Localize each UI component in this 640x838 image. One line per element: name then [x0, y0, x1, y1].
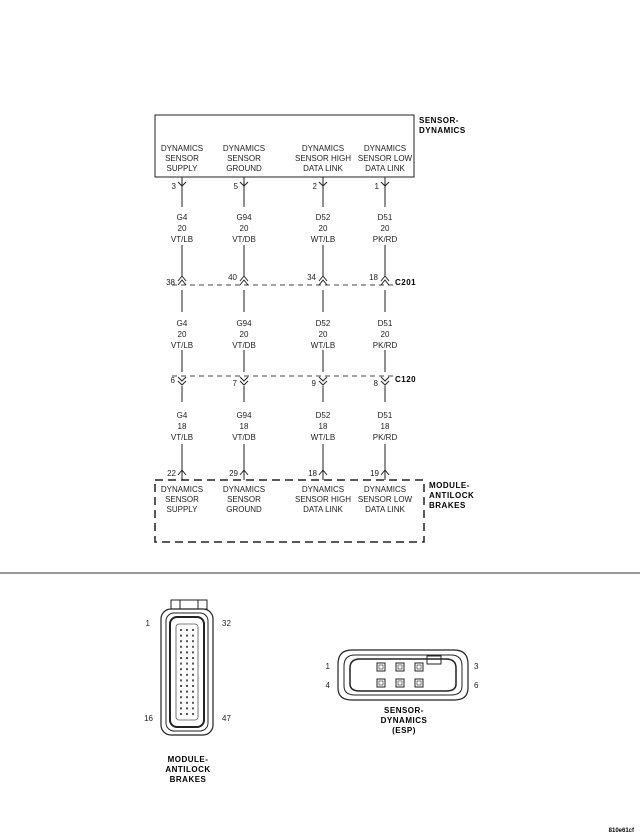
- esp-body-outer: [338, 650, 468, 700]
- sensor-pin-labels: [161, 144, 413, 173]
- abs-pin-cavity: [186, 663, 188, 665]
- pin-number: 6: [170, 376, 175, 385]
- esp-pin-terminal: [417, 681, 421, 685]
- abs-pin-cavity: [180, 663, 182, 665]
- abs-pin-cavity: [192, 702, 194, 704]
- wire-circuit: G4: [176, 319, 188, 328]
- wire-circuit: D52: [315, 213, 331, 222]
- esp-view-name-1: SENSOR-: [384, 706, 424, 715]
- c120-pin-numbers: [171, 376, 379, 388]
- module-pin-numbers: [167, 469, 379, 478]
- abs-body-inner: [170, 617, 204, 727]
- abs-latch: [171, 600, 207, 609]
- wire-gauge: 20: [380, 224, 390, 233]
- abs-pin-cavity: [180, 635, 182, 637]
- sensor-pin-label: DATA LINK: [365, 164, 405, 173]
- c201-label: C201: [395, 278, 417, 287]
- wire-gauge: 18: [177, 422, 187, 431]
- sensor-pin-label: SENSOR: [165, 154, 199, 163]
- abs-pin-cavity: [192, 685, 194, 687]
- abs-pin-cavity: [192, 646, 194, 648]
- module-pin-label: SENSOR HIGH: [294, 495, 352, 504]
- abs-pin-cavity: [186, 657, 188, 659]
- abs-pin-cavity: [180, 651, 182, 653]
- wire-color: VT/DB: [232, 433, 256, 442]
- wire-gauge: 20: [318, 330, 328, 339]
- sensor-pin-label: DYNAMICS: [301, 144, 345, 153]
- module-pin-label: SENSOR: [165, 495, 199, 504]
- terminal-mark: [178, 377, 186, 385]
- abs-pin-cavity: [192, 674, 194, 676]
- esp-latch: [427, 656, 441, 664]
- pin-number: 29: [229, 469, 238, 478]
- wire-circuit: D52: [315, 319, 331, 328]
- abs-pin-cavity: [180, 640, 182, 642]
- wire-runs: [182, 177, 385, 466]
- esp-pin-1-label: 1: [325, 662, 330, 671]
- pin-number: 22: [167, 469, 176, 478]
- abs-pin-cavity: [192, 663, 194, 665]
- c120-terminals: [178, 377, 389, 385]
- abs-pin-cavity: [192, 707, 194, 709]
- esp-pin-6-label: 6: [474, 681, 479, 690]
- pin-number: 2: [312, 182, 317, 191]
- pin-number: 38: [166, 278, 175, 287]
- module-name-3: BRAKES: [429, 501, 466, 510]
- abs-pin-cavity: [180, 702, 182, 704]
- module-pin-label: SENSOR LOW: [357, 495, 413, 504]
- pin-number: 9: [311, 379, 316, 388]
- wire-color: VT/DB: [232, 341, 256, 350]
- sensor-pin-label: DATA LINK: [303, 164, 343, 173]
- abs-pin-cavity: [192, 679, 194, 681]
- module-pin-labels: [161, 485, 413, 514]
- esp-connector-view: [338, 650, 468, 700]
- wire-labels-lower: [171, 411, 398, 442]
- wire-gauge: 20: [239, 224, 249, 233]
- sensor-pin-label: GROUND: [226, 164, 262, 173]
- sensor-pin-label: DYNAMICS: [363, 144, 407, 153]
- module-pin-label: GROUND: [226, 505, 262, 514]
- sensor-pin-label: DYNAMICS: [222, 144, 266, 153]
- abs-pin-cavity: [180, 674, 182, 676]
- terminal-mark: [240, 276, 248, 285]
- module-name-2: ANTILOCK: [429, 491, 475, 500]
- wire-color: PK/RD: [372, 235, 398, 244]
- abs-pin-cavity: [186, 640, 188, 642]
- wire-circuit: G4: [176, 213, 188, 222]
- sensor-pin-label: DYNAMICS: [160, 144, 204, 153]
- pin-number: 7: [232, 379, 237, 388]
- abs-pin-cavity: [192, 691, 194, 693]
- module-pin-label: DYNAMICS: [222, 485, 266, 494]
- wire-gauge: 18: [318, 422, 328, 431]
- abs-pin-cavity: [192, 640, 194, 642]
- abs-pin-cavity: [192, 713, 194, 715]
- sensor-terminals: [178, 182, 389, 186]
- abs-pin-cavity: [186, 646, 188, 648]
- abs-pin-cavity: [186, 702, 188, 704]
- abs-pin-cavity: [186, 629, 188, 631]
- abs-body-outer: [161, 609, 213, 735]
- sensor-pin-numbers: [172, 182, 380, 191]
- abs-pin-cavity: [186, 696, 188, 698]
- abs-pin-cavity: [180, 713, 182, 715]
- abs-pin-cavity: [180, 679, 182, 681]
- wire-gauge: 18: [239, 422, 249, 431]
- abs-pin-cavity: [192, 668, 194, 670]
- module-terminals: [178, 466, 389, 480]
- pin-number: 34: [307, 273, 316, 282]
- abs-view-name-2: ANTILOCK: [165, 765, 211, 774]
- abs-view-name-1: MODULE-: [167, 755, 209, 764]
- abs-pin-cavity: [180, 696, 182, 698]
- pin-number: 5: [233, 182, 238, 191]
- abs-pin-cavity: [186, 635, 188, 637]
- wire-labels-upper: [171, 213, 398, 244]
- wire-color: PK/RD: [372, 433, 398, 442]
- wire-gauge: 20: [177, 224, 187, 233]
- abs-pin-47-label: 47: [222, 714, 231, 723]
- abs-pin-16-label: 16: [144, 714, 153, 723]
- wire-circuit: D51: [377, 213, 393, 222]
- abs-pin-field: [180, 629, 194, 715]
- abs-pin-cavity: [192, 696, 194, 698]
- pin-number: 18: [369, 273, 378, 282]
- sensor-pin-label: SUPPLY: [166, 164, 198, 173]
- esp-pin-field: [377, 663, 423, 687]
- pin-number: 1: [374, 182, 379, 191]
- abs-view-name-3: BRAKES: [169, 775, 207, 784]
- wire-gauge: 20: [380, 330, 390, 339]
- abs-pin-cavity: [186, 674, 188, 676]
- esp-pin-cavity: [396, 679, 404, 687]
- module-pin-label: SUPPLY: [166, 505, 198, 514]
- module-pin-label: DYNAMICS: [363, 485, 407, 494]
- abs-pin-cavity: [180, 629, 182, 631]
- abs-pin-cavity: [180, 657, 182, 659]
- esp-pin-cavity: [415, 663, 423, 671]
- wire-color: VT/LB: [170, 235, 194, 244]
- wire-circuit: D51: [377, 319, 393, 328]
- wire-color: WT/LB: [310, 341, 336, 350]
- abs-pin-cavity: [192, 635, 194, 637]
- abs-pin-cavity: [192, 651, 194, 653]
- wire-gauge: 20: [318, 224, 328, 233]
- terminal-mark: [319, 377, 327, 385]
- wire-circuit: G94: [236, 411, 252, 420]
- abs-cavity: [176, 624, 198, 720]
- wire-color: PK/RD: [372, 341, 398, 350]
- sensor-pin-label: SENSOR LOW: [357, 154, 413, 163]
- wire-circuit: D52: [315, 411, 331, 420]
- abs-connector-view: [161, 600, 213, 735]
- wire-circuit: G94: [236, 213, 252, 222]
- abs-pin-cavity: [186, 713, 188, 715]
- wire-gauge: 20: [239, 330, 249, 339]
- esp-pin-3-label: 3: [474, 662, 479, 671]
- pin-number: 19: [370, 469, 379, 478]
- wire-circuit: G4: [176, 411, 188, 420]
- terminal-stub: [182, 466, 385, 480]
- terminal-mark: [319, 276, 327, 285]
- esp-pin-terminal: [379, 681, 383, 685]
- wire-color: VT/LB: [170, 341, 194, 350]
- esp-pin-4-label: 4: [325, 681, 330, 690]
- pin-number: 40: [228, 273, 237, 282]
- wire-color: WT/LB: [310, 433, 336, 442]
- pin-number: 8: [373, 379, 378, 388]
- sensor-dynamics-name-1: SENSOR-: [419, 116, 459, 125]
- esp-pin-cavity: [377, 679, 385, 687]
- terminal-mark: [240, 377, 248, 385]
- module-pin-label: SENSOR: [227, 495, 261, 504]
- abs-pin-cavity: [180, 691, 182, 693]
- c120-label: C120: [395, 375, 417, 384]
- abs-pin-cavity: [180, 685, 182, 687]
- c201-terminals: [178, 276, 389, 285]
- abs-pin-cavity: [186, 685, 188, 687]
- esp-pin-cavity: [377, 663, 385, 671]
- wire-gauge: 18: [380, 422, 390, 431]
- wire-color: VT/DB: [232, 235, 256, 244]
- terminal-mark: [381, 377, 389, 385]
- abs-pin-cavity: [186, 679, 188, 681]
- sensor-pin-label: SENSOR HIGH: [294, 154, 352, 163]
- module-pin-label: DATA LINK: [303, 505, 343, 514]
- abs-pin-cavity: [186, 691, 188, 693]
- terminal-mark: [381, 276, 389, 285]
- esp-pin-cavity: [396, 663, 404, 671]
- wire-gauge: 20: [177, 330, 187, 339]
- wire-labels-middle: [171, 319, 398, 350]
- abs-pin-cavity: [192, 629, 194, 631]
- abs-pin-32-label: 32: [222, 619, 231, 628]
- abs-pin-1-label: 1: [145, 619, 150, 628]
- esp-body-mid: [344, 655, 462, 695]
- esp-pin-cavity: [415, 679, 423, 687]
- abs-pin-cavity: [186, 651, 188, 653]
- abs-pin-cavity: [180, 646, 182, 648]
- module-pin-label: DYNAMICS: [160, 485, 204, 494]
- abs-pin-cavity: [186, 668, 188, 670]
- esp-view-name-3: (ESP): [392, 726, 416, 735]
- esp-pin-terminal: [417, 665, 421, 669]
- module-pin-label: DYNAMICS: [301, 485, 345, 494]
- esp-view-name-2: DYNAMICS: [380, 716, 428, 725]
- sensor-dynamics-name-2: DYNAMICS: [419, 126, 466, 135]
- sensor-pin-label: SENSOR: [227, 154, 261, 163]
- module-pin-label: DATA LINK: [365, 505, 405, 514]
- abs-pin-cavity: [180, 707, 182, 709]
- esp-pin-terminal: [398, 681, 402, 685]
- pin-number: 3: [171, 182, 176, 191]
- terminal-mark: [178, 276, 186, 285]
- pin-number: 18: [308, 469, 317, 478]
- wire-color: WT/LB: [310, 235, 336, 244]
- abs-pin-cavity: [192, 657, 194, 659]
- esp-pin-terminal: [398, 665, 402, 669]
- wire-color: VT/LB: [170, 433, 194, 442]
- figure-id: 810e61cf: [608, 828, 634, 834]
- esp-pin-terminal: [379, 665, 383, 669]
- wire-circuit: D51: [377, 411, 393, 420]
- abs-pin-cavity: [186, 707, 188, 709]
- module-name-1: MODULE-: [429, 481, 470, 490]
- wire-circuit: G94: [236, 319, 252, 328]
- abs-pin-cavity: [180, 668, 182, 670]
